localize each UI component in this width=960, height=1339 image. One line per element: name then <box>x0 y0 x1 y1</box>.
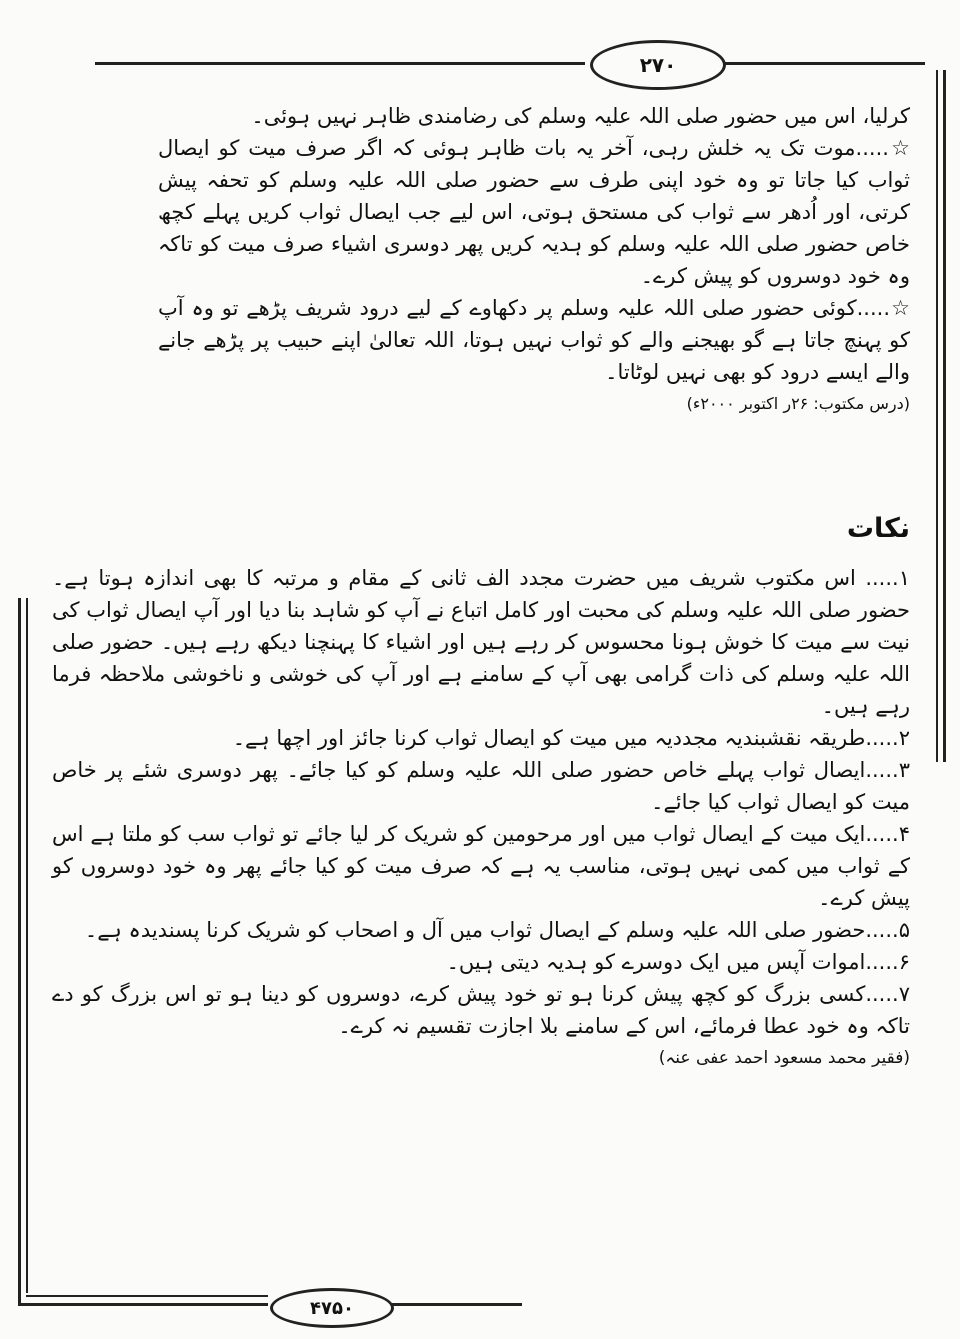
signature: (فقیر محمد مسعود احمد عفی عنہ) <box>658 1048 910 1068</box>
note-item: ۷.....کسی بزرگ کو کچھ پیش کرنا ہو تو خود پیش کرے، دوسروں کو دینا ہو تو اس بزرگ کو دے تاکہ وہ خود عطا فرمائے، اس کے سامنے بلا اجازت تقسیم نہ کرے۔ <box>52 982 910 1038</box>
note-item: ۶.....اموات آپس میں ایک دوسرے کو ہدیہ دیتی ہیں۔ <box>446 950 910 974</box>
paragraph: ☆.....کوئی حضور صلی اللہ علیہ وسلم پر دکھاوے کے لیے درود شریف پڑھے تو وہ آپ کو پہنچ جاتا ہے گو بھیجنے والے کو ثواب نہیں ہوتا، اللہ تعالیٰ اپنے حبیب پر پڑھے جانے والے ایسے درود کو بھی نہیں لوٹاتا۔ <box>158 296 910 384</box>
frame-bottom-left-rule <box>18 1303 268 1306</box>
frame-right-inner <box>936 70 938 762</box>
notes-section <box>52 562 910 1074</box>
note-item: ۳.....ایصال ثواب پہلے خاص حضور صلی اللہ علیہ وسلم کو کیا جائے۔ پھر دوسری شئے پر خاص میت کو ایصال ثواب کیا جائے۔ <box>52 758 910 814</box>
frame-top-right-rule <box>725 62 925 65</box>
section-heading: نکات <box>846 513 910 544</box>
frame-left-inner <box>26 598 28 1293</box>
top-text-section <box>158 100 910 420</box>
note-item: ۴.....ایک میت کے ایصال ثواب میں اور مرحومین کو شریک کر لیا جائے تو ثواب سب کو ملتا ہے اس کے ثواب میں کمی نہیں ہوتی، مناسب یہ ہے کہ صرف میت کو کیا جائے پھر وہ خود دوسروں کو پیش کرے۔ <box>52 822 910 910</box>
paragraph: ☆.....موت تک یہ خلش رہی، آخر یہ بات ظاہر ہوئی کہ اگر صرف میت کو ایصال ثواب کیا جاتا تو وہ خود اپنی طرف سے حضور صلی اللہ علیہ وسلم کو تحفہ پیش کرتی، اور اُدھر سے ثواب کی مستحق ہوتی، اس لیے جب ایصال ثواب کریں پہلے کچھ خاص حضور صلی اللہ علیہ وسلم کو ہدیہ کریں پھر دوسری اشیاء صرف میت کو تاکہ وہ خود دوسروں کو پیش کرے۔ <box>158 136 910 288</box>
frame-top-left-rule <box>95 62 585 65</box>
citation: (درس مکتوب: ۲۶ر اکتوبر ۲۰۰۰ء) <box>686 394 910 413</box>
note-item: ۵.....حضور صلی اللہ علیہ وسلم کے ایصال ثواب میں آل و اصحاب کو شریک کرنا پسندیدہ ہے۔ <box>84 918 910 942</box>
frame-left-outer <box>18 598 21 1303</box>
frame-bottom-left-rule-inner <box>26 1295 268 1297</box>
note-item: ۱..... اس مکتوب شریف میں حضرت مجدد الف ثانی کے مقام و مرتبہ کا بھی اندازہ ہوتا ہے۔ حضور صلی اللہ علیہ وسلم کی محبت اور کامل اتباع نے آپ کو شاہد بنا دیا اور آپ ایصال ثواب کی نیت سے میت کا خوش ہونا محسوس کر رہے ہیں اور اشیاء کا پہنچنا دیکھ رہے ہیں۔ حضور صلی اللہ علیہ وسلم کی ذات گرامی بھی آپ کے سامنے ہے اور آپ کی خوشی و ناخوشی ملاحظہ فرما رہے ہیں۔ <box>52 566 910 718</box>
frame-right-outer <box>943 70 946 762</box>
note-item: ۲.....طریقہ نقشبندیہ مجددیہ میں میت کو ایصال ثواب کرنا جائز اور اچھا ہے۔ <box>232 726 910 750</box>
paragraph: کرلیا، اس میں حضور صلی اللہ علیہ وسلم کی رضامندی ظاہر نہیں ہوئی۔ <box>251 104 910 128</box>
footer-page-number: ۴۷۵۰ <box>270 1288 394 1328</box>
frame-bottom-right-rule <box>392 1303 522 1306</box>
page-number: ۲۷۰ <box>590 40 726 90</box>
